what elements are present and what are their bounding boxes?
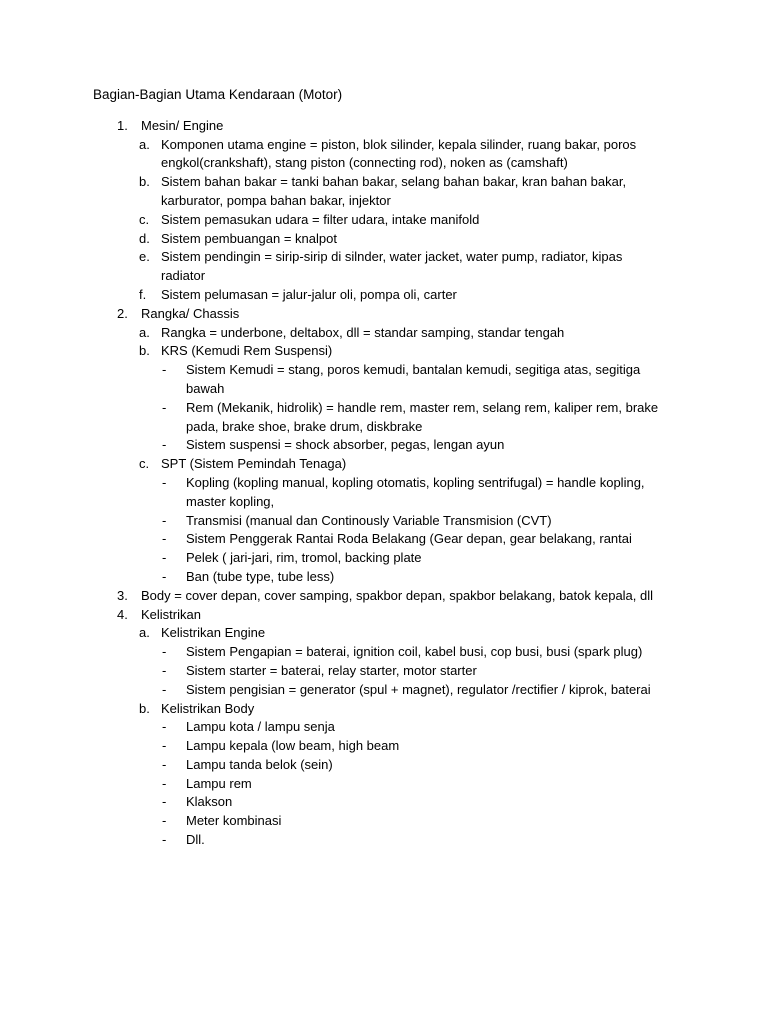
list-item — [93, 700, 693, 719]
list-item — [93, 624, 693, 643]
dash-marker: - — [162, 550, 167, 566]
sub-item-text: Kopling (kopling manual, kopling otomatis, kopling sentrifugal) = handle kopling, master kopling, — [186, 474, 645, 509]
item-text: Sistem pendingin = sirip-sirip di silnder, water jacket, water pump, radiator, kipas radiator — [161, 249, 623, 284]
section-marker: 3. — [117, 587, 128, 603]
sub-item-text: Rem (Mekanik, hidrolik) = handle rem, master rem, selang rem, kaliper rem, brake pada, brake shoe, brake drum, diskbrake — [186, 399, 659, 434]
sub-item-text: Lampu tanda belok (sein) — [186, 756, 333, 772]
item-text: Rangka = underbone, deltabox, dll = standar samping, standar tengah — [161, 324, 565, 340]
item-marker: a. — [139, 136, 150, 152]
item-text: Kelistrikan Engine — [161, 625, 266, 641]
section-text: Body = cover depan, cover samping, spakbor depan, spakbor belakang, batok kepala, dll — [141, 587, 654, 603]
sub-item-text: Ban (tube type, tube less) — [186, 568, 335, 584]
dash-marker: - — [162, 399, 167, 415]
dash-marker: - — [162, 775, 167, 791]
sub-list-item — [93, 530, 693, 549]
dash-marker: - — [162, 662, 167, 678]
dash-marker: - — [162, 813, 167, 829]
sub-list-item — [93, 549, 693, 568]
dash-marker: - — [162, 531, 167, 547]
dash-marker: - — [162, 756, 167, 772]
sub-item-text: Klakson — [186, 794, 233, 810]
sub-list-item — [93, 474, 693, 512]
item-text: SPT (Sistem Pemindah Tenaga) — [161, 456, 347, 472]
dash-marker: - — [162, 644, 167, 660]
sub-item-text: Meter kombinasi — [186, 813, 282, 829]
sub-list-item — [93, 436, 693, 455]
sub-item-text: Lampu rem — [186, 775, 252, 791]
sub-list-item — [93, 775, 693, 794]
sub-list-item — [93, 643, 693, 662]
sub-list-item — [93, 831, 693, 850]
list-item — [93, 248, 693, 286]
item-text: Komponen utama engine = piston, blok silinder, kepala silinder, ruang bakar, poros engkol(crankshaft), stang piston (connecting rod), noken as (camshaft) — [161, 136, 637, 171]
item-marker: a. — [139, 324, 150, 340]
sub-item-text: Sistem Kemudi = stang, poros kemudi, bantalan kemudi, segitiga atas, segitiga bawah — [186, 362, 641, 396]
sub-list-item — [93, 568, 693, 587]
outline-list — [93, 117, 693, 850]
section-marker: 4. — [117, 606, 128, 622]
list-item — [93, 455, 693, 474]
sub-item-text: Sistem Pengapian = baterai, ignition coil, kabel busi, cop busi, busi (spark plug) — [186, 644, 643, 660]
list-item — [93, 342, 693, 361]
document-body — [93, 86, 693, 850]
sub-list-item — [93, 756, 693, 775]
sub-item-text: Lampu kepala (low beam, high beam — [186, 738, 400, 754]
sub-item-text: Pelek ( jari-jari, rim, tromol, backing plate — [186, 550, 422, 566]
sub-item-text: Sistem pengisian = generator (spul + magnet), regulator /rectifier / kiprok, baterai — [186, 681, 651, 697]
dash-marker: - — [162, 832, 167, 848]
sub-list-item — [93, 793, 693, 812]
section-text: Rangka/ Chassis — [141, 305, 240, 321]
sub-list-item — [93, 361, 693, 399]
dash-marker: - — [162, 794, 167, 810]
dash-marker: - — [162, 474, 167, 490]
sub-item-text: Transmisi (manual dan Continously Variable Transmision (CVT) — [186, 512, 552, 528]
document-title: Bagian-Bagian Utama Kendaraan (Motor) — [93, 87, 343, 102]
list-item — [93, 286, 693, 305]
sub-list-item — [93, 512, 693, 531]
item-marker: e. — [139, 249, 150, 265]
list-item — [93, 324, 693, 343]
item-text: KRS (Kemudi Rem Suspensi) — [161, 343, 333, 359]
list-item — [93, 211, 693, 230]
dash-marker: - — [162, 738, 167, 754]
list-item — [93, 136, 693, 174]
sub-item-text: Sistem suspensi = shock absorber, pegas, lengan ayun — [186, 437, 505, 453]
sub-list-item — [93, 737, 693, 756]
item-text: Sistem pembuangan = knalpot — [161, 230, 337, 246]
sub-list-item — [93, 681, 693, 700]
sub-item-text: Lampu kota / lampu senja — [186, 719, 335, 735]
item-text: Sistem pelumasan = jalur-jalur oli, pompa oli, carter — [161, 286, 457, 302]
item-marker: b. — [139, 343, 150, 359]
item-marker: a. — [139, 625, 150, 641]
section-2 — [93, 305, 693, 324]
dash-marker: - — [162, 437, 167, 453]
sub-list-item — [93, 662, 693, 681]
item-marker: f. — [139, 286, 147, 302]
section-marker: 1. — [117, 117, 128, 133]
section-3 — [93, 587, 693, 606]
list-item — [93, 173, 693, 211]
section-1 — [93, 117, 693, 136]
dash-marker: - — [162, 719, 167, 735]
item-marker: c. — [139, 456, 150, 472]
sub-item-text: Sistem starter = baterai, relay starter, motor starter — [186, 662, 477, 678]
item-marker: b. — [139, 700, 150, 716]
section-text: Kelistrikan — [141, 606, 201, 622]
section-marker: 2. — [117, 305, 128, 321]
sub-list-item — [93, 399, 693, 437]
item-marker: c. — [139, 211, 150, 227]
item-marker: b. — [139, 174, 150, 190]
list-item — [93, 230, 693, 249]
section-4 — [93, 606, 693, 625]
sub-list-item — [93, 812, 693, 831]
dash-marker: - — [162, 681, 167, 697]
sub-list-item — [93, 718, 693, 737]
dash-marker: - — [162, 362, 167, 378]
sub-item-text: Dll. — [186, 832, 205, 848]
section-text: Mesin/ Engine — [141, 117, 224, 133]
item-text: Kelistrikan Body — [161, 700, 255, 716]
dash-marker: - — [162, 512, 167, 528]
item-text: Sistem bahan bakar = tanki bahan bakar, selang bahan bakar, kran bahan bakar, karburator, pompa bahan bakar, injektor — [161, 174, 627, 208]
item-marker: d. — [139, 230, 150, 246]
item-text: Sistem pemasukan udara = filter udara, intake manifold — [161, 211, 480, 227]
dash-marker: - — [162, 568, 167, 584]
sub-item-text: Sistem Penggerak Rantai Roda Belakang (Gear depan, gear belakang, rantai — [186, 531, 632, 547]
